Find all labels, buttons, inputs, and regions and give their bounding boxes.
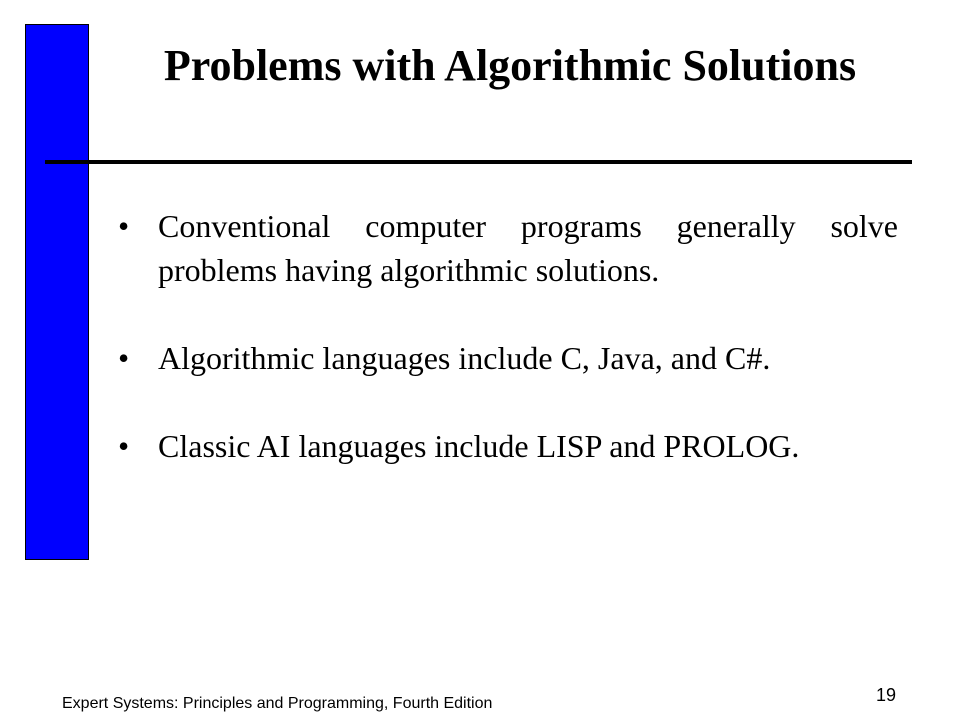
footer-book-title: Expert Systems: Principles and Programming, Fourth Edition xyxy=(62,695,493,712)
bullet-icon: • xyxy=(118,428,130,464)
page-number: 19 xyxy=(876,685,897,705)
bullet-text: Conventional computer programs generally solve problems having algorithmic solutions. xyxy=(158,208,898,288)
accent-bar xyxy=(25,24,89,560)
bullet-text: Algorithmic languages include C, Java, and C#. xyxy=(158,340,771,376)
bullet-item xyxy=(118,336,898,380)
title-underline xyxy=(45,160,912,164)
bullet-text: Classic AI languages include LISP and PROLOG. xyxy=(158,428,800,464)
bullet-list xyxy=(118,204,898,468)
bullet-item xyxy=(118,204,898,292)
bullet-item xyxy=(118,424,898,468)
bullet-icon: • xyxy=(118,208,130,244)
bullet-icon: • xyxy=(118,340,130,376)
slide-title: Problems with Algorithmic Solutions xyxy=(163,41,857,90)
